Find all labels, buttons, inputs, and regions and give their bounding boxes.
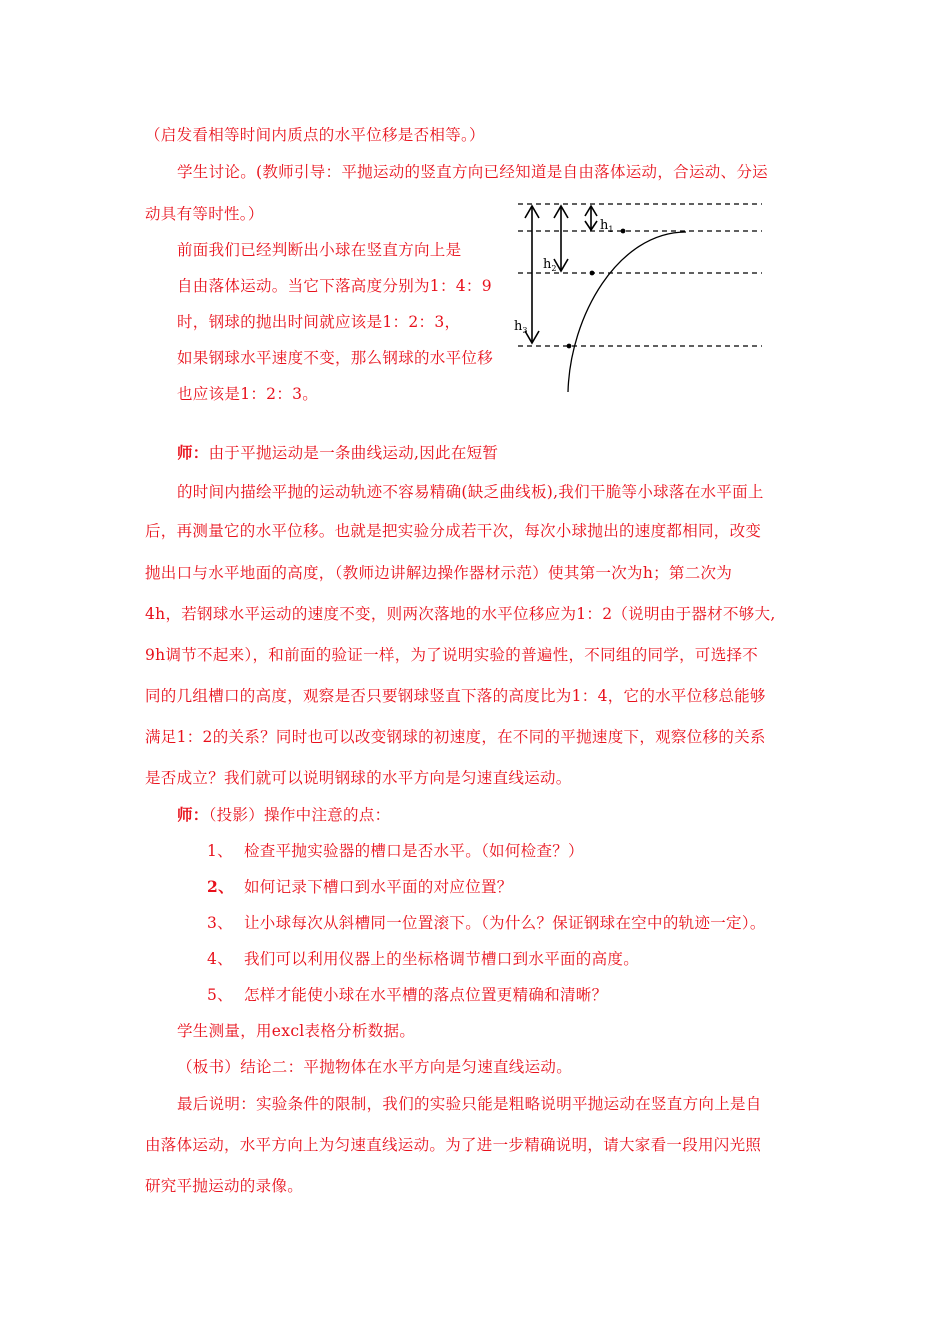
paragraph-teacher-line-8: 满足1：2的关系？同时也可以改变钢球的初速度，在不同的平抛速度下，观察位移的关系 bbox=[145, 728, 766, 746]
list-item-text: 我们可以利用仪器上的坐标格调节槽口到水平面的高度。 bbox=[244, 950, 640, 968]
paragraph-final-line-3: 研究平抛运动的录像。 bbox=[145, 1177, 304, 1195]
ball-positions bbox=[567, 229, 626, 349]
ball-dot-2 bbox=[590, 271, 595, 276]
projectile-height-diagram bbox=[508, 196, 770, 400]
label-h1: $h_1$ bbox=[600, 218, 614, 234]
ball-dot-3 bbox=[567, 344, 572, 349]
label-h3: $h_3$ bbox=[514, 319, 528, 335]
paragraph-final-line-1: 最后说明：实验条件的限制，我们的实验只能是粗略说明平抛运动在竖直方向上是自 bbox=[177, 1095, 762, 1113]
label-h2: $h_2$ bbox=[543, 257, 557, 273]
list-item-text: 如何记录下槽口到水平面的对应位置？ bbox=[244, 878, 513, 896]
paragraph-reasoning-line-5: 也应该是1：2：3。 bbox=[177, 385, 319, 403]
list-item-text: 怎样才能使小球在水平槽的落点位置更精确和清晰？ bbox=[244, 986, 608, 1004]
list-item-num: 5、 bbox=[207, 986, 233, 1004]
paragraph-conclusion: （板书）结论二：平抛物体在水平方向是匀速直线运动。 bbox=[177, 1058, 573, 1076]
paragraph-teacher-line-5: 4h，若钢球水平运动的速度不变，则两次落地的水平位移应为1：2（说明由于器材不够大, bbox=[145, 605, 776, 623]
paragraph-reasoning-line-4: 如果钢球水平速度不变，那么钢球的水平位移 bbox=[177, 349, 494, 367]
paragraph-projection bbox=[177, 805, 390, 825]
list-item-num: 2、 bbox=[207, 877, 234, 896]
paragraph-teacher-text: 由于平抛运动是一条曲线运动,因此在短暂 bbox=[208, 444, 499, 462]
height-arrows bbox=[525, 206, 597, 343]
ball-dot-1 bbox=[621, 229, 626, 234]
list-item-text: 检查平抛实验器的槽口是否水平。（如何检查？） bbox=[244, 842, 584, 860]
paragraph-discussion-line-2: 动具有等时性。） bbox=[145, 205, 264, 223]
paragraph-reasoning-line-3: 时，钢球的抛出时间就应该是1：2：3， bbox=[177, 313, 461, 331]
paragraph-teacher-line-2: 的时间内描绘平抛的运动轨迹不容易精确(缺乏曲线板),我们干脆等小球落在水平面上 bbox=[177, 483, 764, 501]
list-item-num: 1、 bbox=[207, 842, 233, 860]
paragraph-teacher-line-1 bbox=[177, 443, 498, 463]
paragraph-teacher-line-9: 是否成立？我们就可以说明钢球的水平方向是匀速直线运动。 bbox=[145, 769, 572, 787]
paragraph-teacher-line-3: 后，再测量它的水平位移。也就是把实验分成若干次，每次小球抛出的速度都相同，改变 bbox=[145, 522, 762, 540]
paragraph-hint: （启发看相等时间内质点的水平位移是否相等。） bbox=[145, 126, 485, 144]
paragraph-teacher-line-6: 9h调节不起来），和前面的验证一样，为了说明实验的普遍性，不同组的同学，可选择不 bbox=[145, 646, 759, 664]
paragraph-teacher-line-7: 同的几组槽口的高度，观察是否只要钢球竖直下落的高度比为1：4，它的水平位移总能够 bbox=[145, 687, 766, 705]
speaker-label: 师： bbox=[177, 443, 209, 462]
trajectory-curve bbox=[568, 232, 686, 392]
paragraph-reasoning-line-1: 前面我们已经判断出小球在竖直方向上是 bbox=[177, 241, 462, 259]
paragraph-teacher-line-4: 抛出口与水平地面的高度，（教师边讲解边操作器材示范）使其第一次为h；第二次为 bbox=[145, 564, 733, 582]
paragraph-reasoning-line-2: 自由落体运动。当它下落高度分别为1：4：9 bbox=[177, 277, 492, 295]
paragraph-discussion-line-1: 学生讨论。(教师引导：平抛运动的竖直方向已经知道是自由落体运动，合运动、分运 bbox=[177, 163, 768, 181]
list-item-num: 4、 bbox=[207, 950, 233, 968]
projection-text: （投影）操作中注意的点： bbox=[208, 806, 391, 824]
list-item-num: 3、 bbox=[207, 914, 233, 932]
paragraph-student-measure: 学生测量，用excl表格分析数据。 bbox=[177, 1022, 416, 1040]
height-levels bbox=[518, 204, 762, 346]
paragraph-final-line-2: 由落体运动，水平方向上为匀速直线运动。为了进一步精确说明，请大家看一段用闪光照 bbox=[145, 1136, 762, 1154]
speaker-label: 师： bbox=[177, 805, 209, 824]
list-item-text: 让小球每次从斜槽同一位置滚下。（为什么？保证钢球在空中的轨迹一定）。 bbox=[244, 914, 766, 932]
